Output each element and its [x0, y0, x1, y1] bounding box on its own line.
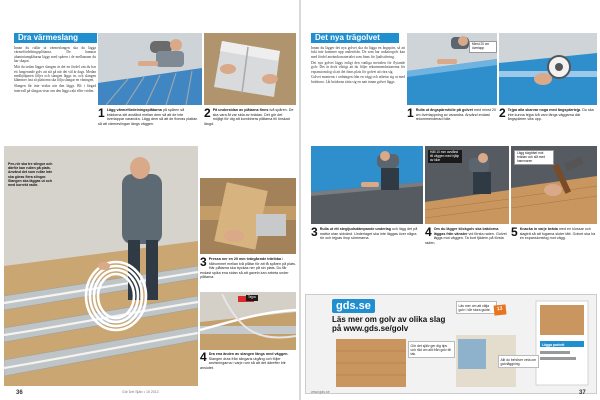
photo-step-3: [200, 178, 296, 254]
caption-right-step-5-bold: Knacka in varje bräda: [519, 227, 558, 231]
left-footer: Gör Det Själv • 15 2013: [122, 390, 159, 394]
caption-step-4-bold: Dra ena änden av slangen längs med väggen.: [208, 352, 289, 356]
photo-step-3-illustration: [200, 178, 296, 254]
left-heading: Dra värmeslang: [14, 33, 97, 43]
caption-right-step-1: [407, 108, 497, 122]
caption-right-step-3: [311, 227, 421, 241]
caption-step-1-number: 1: [98, 106, 105, 120]
right-page: [301, 0, 600, 400]
label-step5-hammer: Lägg slagträet mot brädan och slå med hammaren: [514, 150, 554, 165]
gds-ad-box: [305, 294, 597, 394]
caption-right-step-2-bold: Tejpa alla skarvar noga med ångspärrtejp.: [507, 108, 582, 112]
ad-title-line1: Läs mer om golv av olika slag: [332, 315, 446, 324]
photo-step-2: [204, 33, 296, 105]
photo-tube-coil: [4, 146, 198, 386]
left-intro-p3: Slangen får inte vridas när den läggs. Bli i färgad intervall på slingan visar om den läggs rakt eller vriden.: [14, 84, 96, 93]
photo-right-step-5: [511, 146, 597, 224]
caption-right-step-1-text: med minst 20 cm överlappning av varandra. Använd endast rekommenderad folie.: [415, 108, 497, 121]
right-intro: [311, 46, 405, 86]
label-step4-spacing: Håll 10 mm avstånd till väggen med hjälp av kilar: [428, 150, 462, 163]
caption-step-2-number: 2: [204, 106, 211, 120]
photo-step-4: [200, 292, 296, 350]
left-page-number: 36: [16, 390, 23, 396]
photo-right-step-3-illustration: [311, 146, 423, 224]
left-intro-p1: Innan du rullar ut värmeslangen ska du lägga värmefördelningsplåtarna. De hamnar aluminiumplåtarna läggs med spåren i de mellanrum du har skapat.: [14, 46, 96, 64]
photo-step-1: [98, 33, 202, 105]
caption-right-step-5-number: 5: [511, 225, 518, 239]
caption-step-3: [200, 257, 296, 280]
caption-right-step-4-number: 4: [425, 225, 432, 239]
left-intro: [14, 46, 96, 95]
caption-right-step-1-number: 1: [407, 106, 414, 120]
caption-right-step-5: [511, 227, 597, 241]
label-step1-overlap: Minst 20 cm överlapp: [469, 41, 497, 53]
caption-step-1: [98, 108, 198, 126]
photo-right-step-4: [425, 146, 509, 224]
caption-right-step-2: [499, 108, 597, 122]
caption-step-2-bold: På undersidan av plåtarna finns: [212, 108, 269, 112]
caption-step-3-text: i hålrummet mellan två plåtar för att få spåren på plats. Här plåtarna ska tryckas ner på sin plats. Du får endast spika ena sidan så att gaveln kan arbeta under plåtarna.: [200, 257, 297, 279]
caption-right-step-2-text: Du ska inte kunna tejpa två varv längs väggarna där ångspärren viks upp.: [507, 108, 594, 121]
caption-right-step-1-bold: Rulla ut ångspärrsfolie på golvet: [415, 108, 473, 112]
ad-note-mid: Läs mer om att välja golv i vår stora guide.: [456, 301, 497, 314]
caption-right-step-4-bold: Om du lägger klickgolv ska brädorna läggas från vänster: [433, 227, 499, 236]
caption-right-step-3-number: 3: [311, 225, 318, 239]
caption-step-3-bold: Pressa ner en 20 mm tvärgående träribba: [208, 257, 282, 261]
right-intro-p2: Det nya golvet läggs enligt den vanliga metoden för flytande golv. Det är dock viktigt att du följer rekommendationerna för expansionsfog så att det finns plats för golvet att röra sig.: [311, 60, 405, 74]
photo-step-2-illustration: [204, 33, 296, 105]
left-page: [0, 0, 299, 400]
caption-step-4-text: Slangen dras från slingans utgång och följer anvisningarna i varje rum så att det därefter blir anslutet.: [200, 356, 286, 370]
caption-step-4-number: 4: [200, 350, 207, 364]
caption-right-step-4-text: vid första raden. Golvet läggs mot väggen. Ta bort fjädern på första raden.: [425, 231, 507, 245]
ad-badge: 13: [494, 304, 507, 315]
ad-magazine-title: Lägga parkett: [542, 343, 565, 347]
photo-right-step-2-illustration: [499, 33, 597, 105]
photo-right-step-1: [407, 33, 497, 105]
right-heading: Det nya trägolvet: [311, 33, 399, 43]
caption-step-3-number: 3: [200, 255, 207, 269]
left-intro-p2: Mät du sedan lägger slangen är det en fördel om du har ett fungerande golv att stå på när det väl är dags. Medan medhjälparen följer och slangen läggs in, och slangen klämmer fast så plattorna ska följa slangar en våningen.: [14, 65, 96, 83]
ad-note-left: Gör det själv ger dig tips och råd om allt från golv till tak.: [408, 341, 455, 358]
ad-logo[interactable]: gds.se: [332, 299, 375, 313]
photo-step-1-illustration: [98, 33, 202, 105]
photo-right-step-2: [499, 33, 597, 105]
right-page-number: 37: [579, 390, 586, 396]
right-footer: www.gds.se: [311, 390, 330, 394]
ad-note-right: Allt du behöver veta om golvläggning.: [498, 355, 539, 368]
caption-right-step-2-number: 2: [499, 106, 506, 120]
photo-tube-coil-caption: Pex-rör ska tre slingor och därför kan rullen på plats. Använd det som rullar inte ska göras flera slingor. Slangen ska läggas ut och med korrekt radie.: [8, 162, 53, 188]
caption-step-2: [204, 108, 294, 126]
caption-right-step-5-text: med en klossar och slagträ så att fogarna sluter tätt. Golvet ska ha en expansionsfog mot vägg.: [519, 227, 596, 240]
photo-right-step-3: [311, 146, 423, 224]
caption-step-1-text: på spåren så brädorna sitt avstånd mellan dem så att de inte överlappar varandra. Lägg dem så att de fixeras plattan så att värmeslingan längs väggen.: [98, 108, 198, 126]
caption-step-2-text: två spåren. De ska vara åt var sida av brädan. Det gör det möjligt för dig att kombinera plåtarna till önskad längd.: [204, 108, 294, 126]
ad-title-line2[interactable]: på www.gds.se/golv: [332, 324, 409, 333]
caption-step-4: [200, 352, 296, 370]
caption-right-step-4: [425, 227, 509, 245]
right-intro-p3: Golvet monteras i ordningen från en vägg och arbetar sig ut med brädorna. Låt brädorna sätta sig en natt innan golvet läggs.: [311, 75, 405, 84]
right-intro-p1: Innan du lägger det nya golvet ska du lägga en ångspärr, så att fukt inte kommer upp underifrån. De som har radiatorgolv kan med fördel använda materialet som finns för ljudisolering.: [311, 46, 405, 59]
caption-right-step-3-text: och lägg det på mattor utan sidvänd. Underlaget ska inte läggas över några rör och tejpas ihop sömmarna.: [319, 227, 418, 240]
caption-step-1-bold: Lägg värmefördelningsplåtarna: [106, 108, 162, 112]
label-tape: Tejpa: [248, 295, 256, 299]
caption-right-step-3-bold: Rulla ut ett stegljudsdämpande underlag: [319, 227, 391, 231]
